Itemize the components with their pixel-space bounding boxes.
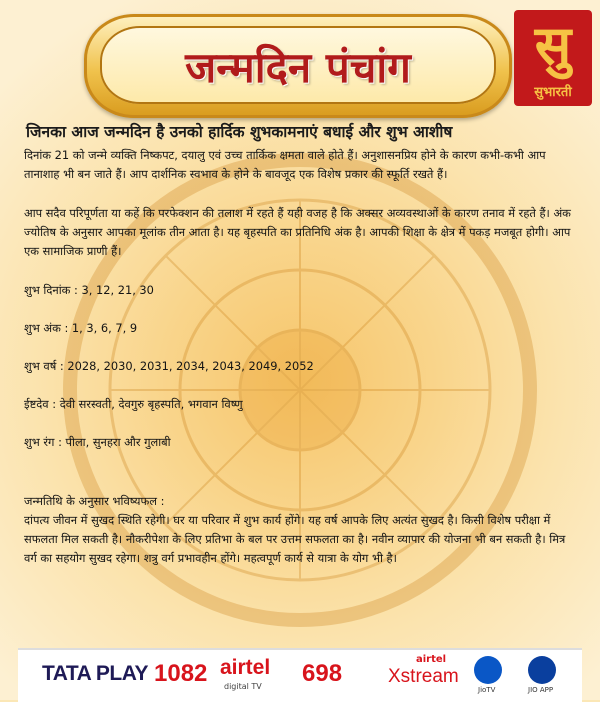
lucky-dates: शुभ दिनांक : 3, 12, 21, 30 xyxy=(24,283,154,297)
forecast-heading: जन्मतिथि के अनुसार भविष्यफल : xyxy=(24,494,165,508)
subharti-logo xyxy=(514,10,592,106)
lucky-numbers: शुभ अंक : 1, 3, 6, 7, 9 xyxy=(24,321,138,335)
paragraph-2: आप सदैव परिपूर्णता या कहें कि परफेक्शन की तलाश में रहते हैं यही वजह है कि अक्सर अव्यवस्थाओं के कारण तनाव में रहते हैं। अंक ज्योतिष के अनुसार आपका मूलांक तीन आता है। यह बृहस्पति का प्रतिनिधि अंक है। आपकी शिक्षा के क्षेत्र में पकड़ मजबूत होगी। आप एक सामाजिक प्राणी हैं। xyxy=(24,206,571,258)
logo-text: सुभारती xyxy=(534,85,572,100)
tata-play-logo: TATA PLAY xyxy=(42,662,148,685)
lucky-colors: शुभ रंग : पीला, सुनहरा और गुलाबी xyxy=(24,435,171,449)
content xyxy=(24,120,576,568)
airtel-channel: 698 xyxy=(302,660,343,687)
deities: ईष्टदेव : देवी सरस्वती, देवगुरु बृहस्पति, भगवान विष्णु xyxy=(24,397,243,411)
jiotv-icon xyxy=(474,656,502,684)
jioapp-icon xyxy=(528,656,556,684)
jioapp-label: JIO APP xyxy=(528,686,554,694)
lucky-years: शुभ वर्ष : 2028, 2030, 2031, 2034, 2043, 2049, 2052 xyxy=(24,359,314,373)
header-banner xyxy=(84,14,512,118)
airtel-sub: digital TV xyxy=(224,682,262,691)
xstream-top: airtel xyxy=(416,654,447,665)
paragraph-1: दिनांक 21 को जन्मे व्यक्ति निष्कपट, दयालु एवं उच्च तार्किक क्षमता वाले होते हैं। अनुशासनप्रिय होने के कारण कभी-कभी आप तानाशाह भी बन जाते हैं। आप दार्शनिक स्वभाव के होने के बावजूद एक विशेष प्रकार की स्फूर्ति रखते हैं। xyxy=(24,148,546,181)
airtel-logo: airtel xyxy=(220,656,271,679)
logo-mark-icon: सु xyxy=(534,13,572,77)
tata-play-channel: 1082 xyxy=(154,660,208,687)
headline: जिनका आज जन्मदिन है उनको हार्दिक शुभकामनाएं बधाई और शुभ आशीष xyxy=(26,123,453,141)
channel-footer xyxy=(18,648,582,702)
jiotv-label: JioTV xyxy=(478,686,496,694)
page-title: जन्मदिन पंचांग xyxy=(185,43,411,92)
forecast-text: दांपत्य जीवन में सुखद स्थिति रहेगी। घर या परिवार में शुभ कार्य होंगे। यह वर्ष आपके लिए अत्यंत सुखद है। किसी विशेष परीक्षा में सफलता मिल सकती है। नौकरीपेशा के लिए प्रतिभा के बल पर उत्तम सफलता का है। नवीन व्यापार की योजना भी बन सकती है। मित्र वर्ग का सहयोग सुखद रहेगा। शत्रु वर्ग प्रभावहीन होंगे। महत्वपूर्ण कार्य से यात्रा के योग भी है। xyxy=(24,513,566,565)
xstream-logo: Xstream xyxy=(388,666,459,687)
